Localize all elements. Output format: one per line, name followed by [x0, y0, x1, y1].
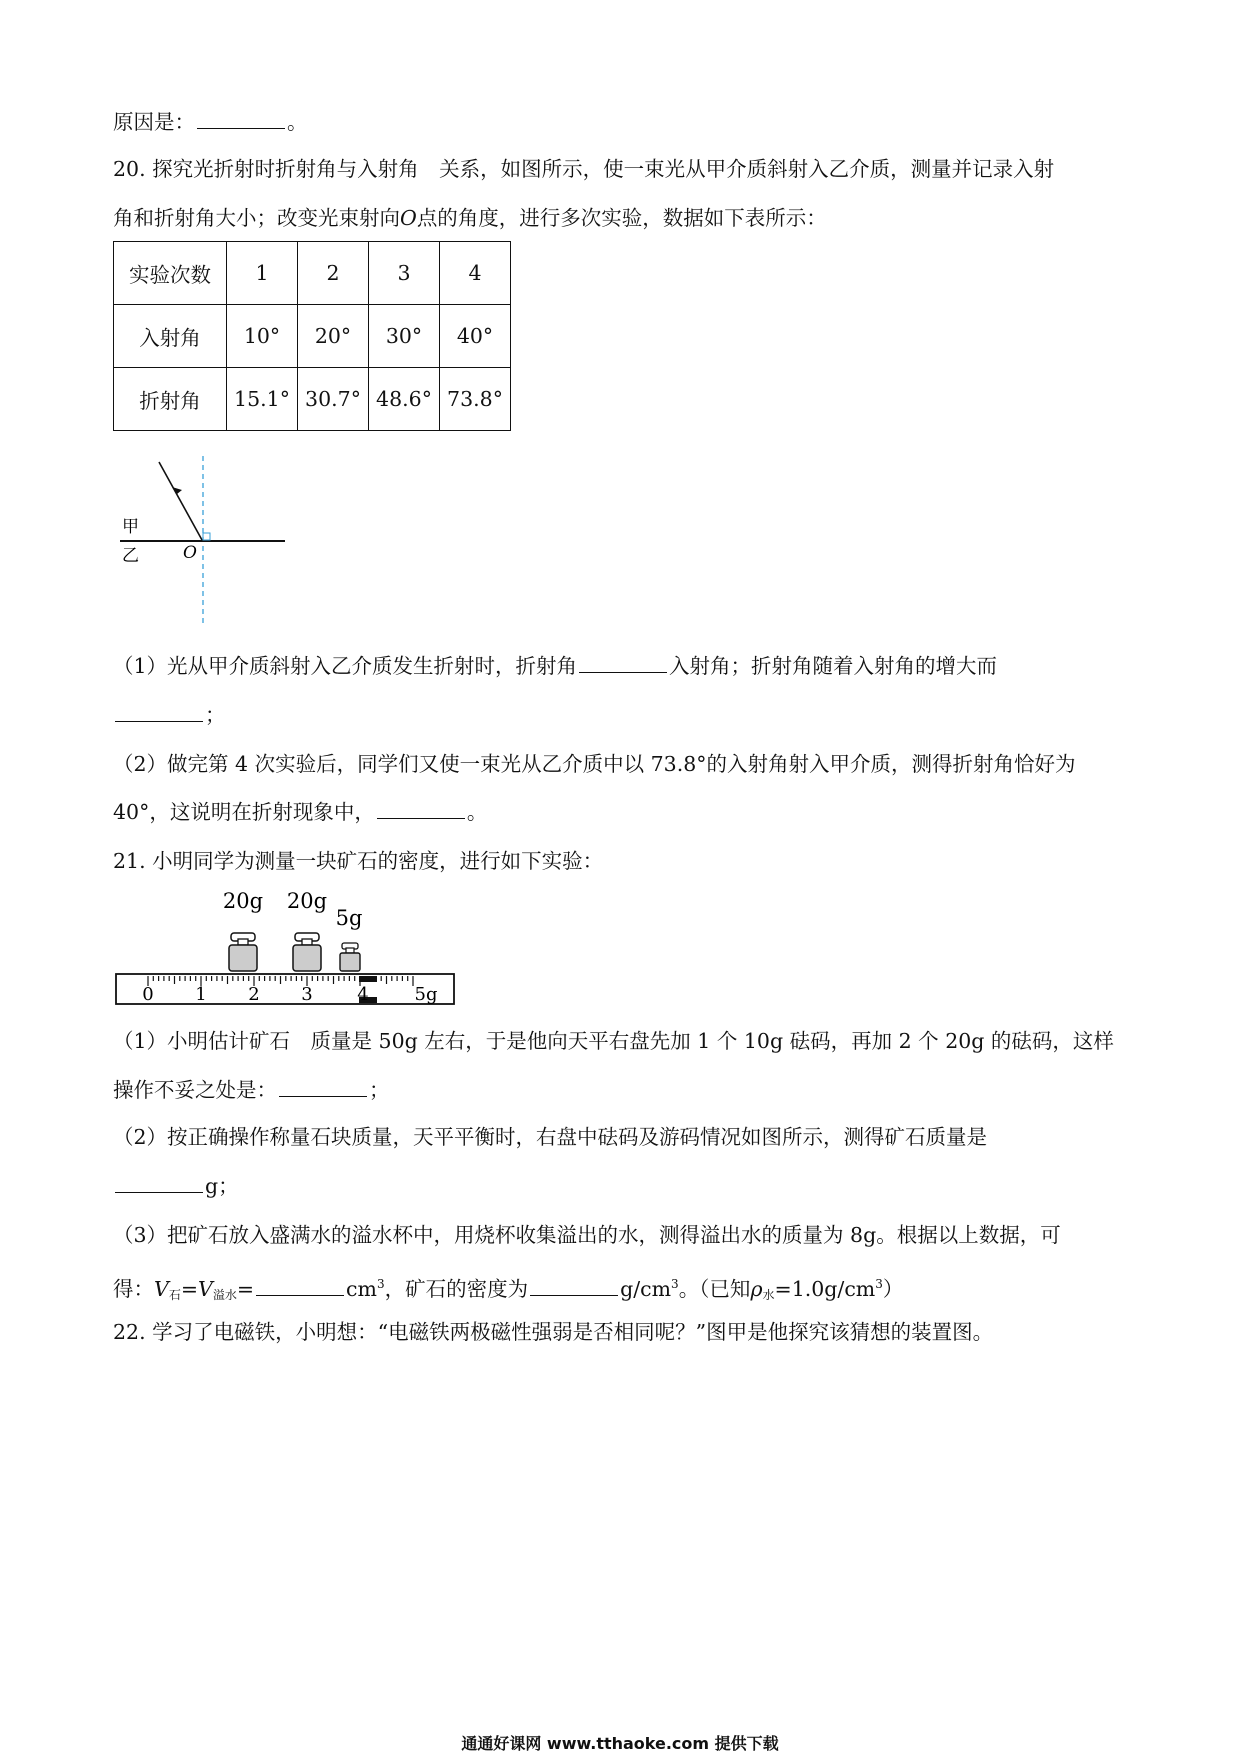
q21-part1-line2: 操作不妥之处是： ；	[113, 1078, 390, 1102]
table-header-cell: 实验次数	[114, 242, 227, 305]
scale-label: 2	[248, 984, 260, 1005]
table-row: 折射角 15.1° 30.7° 48.6° 73.8°	[114, 368, 511, 431]
q21-stem-line1: 21. 小明同学为测量一块矿石的密度，进行如下实验：	[113, 849, 604, 873]
q20-part2-line1: （2）做完第 4 次实验后，同学们又使一束光从乙介质中以 73.8°的入射角射入甲介质，测得折射角恰好为	[113, 752, 1076, 776]
incident-ray	[159, 462, 202, 540]
point-o-label: O	[183, 543, 197, 563]
right-angle-mark	[203, 533, 210, 540]
q21-part3-line2: 得：$V_石=V_{溢水}= cm^3$，矿石的密度为 $g/cm^3$。（已知$\rho_水=1.0g/cm^3$）	[113, 1277, 904, 1302]
q20-part2-line2: 40°，这说明在折射现象中， 。	[113, 800, 488, 824]
q21-part3-line1: （3）把矿石放入盛满水的溢水杯中，用烧杯收集溢出的水，测得溢出水的质量为 8g。根据以上数据，可	[113, 1223, 1061, 1247]
answer-blank[interactable]	[279, 1076, 367, 1097]
answer-blank[interactable]	[197, 108, 285, 129]
q22-stem-line1: 22. 学习了电磁铁，小明想：“电磁铁两极磁性强弱是否相同呢？”图甲是他探究该猜想的装置图。	[113, 1320, 994, 1344]
scale-label: 0	[142, 984, 154, 1005]
answer-blank[interactable]	[115, 701, 203, 722]
scale-label: 4	[357, 984, 369, 1005]
answer-blank[interactable]	[377, 798, 465, 819]
balance-diagram	[113, 880, 463, 1010]
scale-label: 1	[195, 984, 207, 1005]
table-row: 实验次数 1 2 3 4	[114, 242, 511, 305]
answer-blank[interactable]	[530, 1275, 618, 1296]
scale-label: 5g	[414, 984, 438, 1005]
weight-label: 20g	[286, 889, 328, 913]
weight-label: 20g	[222, 889, 264, 913]
table-row: 入射角 10° 20° 30° 40°	[114, 305, 511, 368]
weight-5g-icon	[340, 943, 360, 971]
refraction-diagram	[110, 450, 290, 630]
page-footer: 通通好课网 www.tthaoke.com 提供下载	[461, 1734, 779, 1753]
q20-part1-line1: （1）光从甲介质斜射入乙介质发生折射时，折射角 入射角；折射角随着入射角的增大而	[113, 654, 998, 678]
q20-stem-line1: 20. 探究光折射时折射角与入射角 关系，如图所示，使一束光从甲介质斜射入乙介质，测量并记录入射	[113, 157, 1055, 181]
q21-part1-line1: （1）小明估计矿石 质量是 50g 左右，于是他向天平右盘先加 1 个 10g 砝码，再加 2 个 20g 的砝码，这样	[113, 1029, 1114, 1053]
answer-line-prev: 原因是： 。	[113, 110, 308, 134]
q21-part2-line2: g；	[113, 1172, 239, 1200]
data-table	[113, 241, 511, 431]
answer-blank[interactable]	[579, 652, 667, 673]
weight-label: 5g	[335, 906, 363, 930]
weight-20g-icon	[293, 933, 321, 971]
q21-part2-line1: （2）按正确操作称量石块质量，天平平衡时，右盘中砝码及游码情况如图所示，测得矿石质量是	[113, 1125, 988, 1149]
medium-bottom-label: 乙	[122, 546, 139, 566]
weight-20g-icon	[229, 933, 257, 971]
q20-part1-line2: ；	[113, 701, 226, 729]
answer-blank[interactable]	[256, 1275, 344, 1296]
medium-top-label: 甲	[122, 517, 139, 537]
table-row-label: 入射角	[114, 305, 227, 368]
arrow-icon	[172, 487, 182, 494]
q20-stem-line2: 角和折射角大小；改变光束射向O点的角度，进行多次实验，数据如下表所示：	[113, 206, 827, 230]
beam-scale	[116, 974, 454, 1004]
table-row-label: 折射角	[114, 368, 227, 431]
scale-label: 3	[301, 984, 313, 1005]
answer-blank[interactable]	[115, 1172, 203, 1193]
